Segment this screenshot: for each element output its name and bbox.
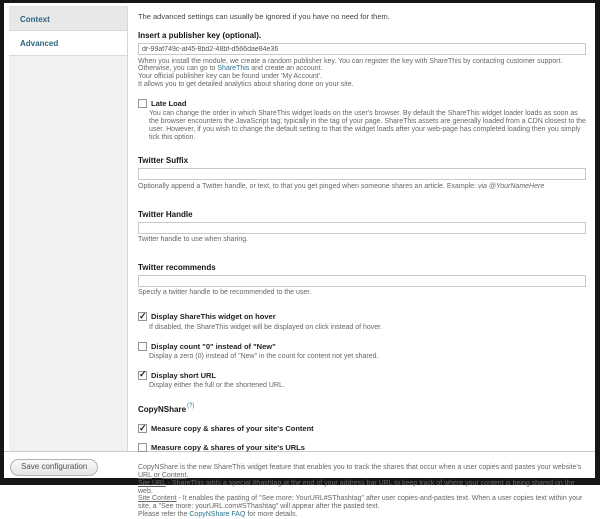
advanced-settings-pane: [128, 3, 595, 518]
refer-text: Please refer the: [138, 510, 190, 518]
publisher-desc-line2: Your official publisher key can be found under 'My Account'.: [138, 73, 323, 81]
content-link[interactable]: Content: [161, 471, 187, 479]
measure-content-row: [138, 424, 586, 433]
display-short-url-row: [138, 371, 586, 380]
tab-advanced[interactable]: Advanced: [9, 31, 127, 56]
copynshare-desc-text: CopyNShare is the new ShareThis widget feature that enables you to track the shares that occur when a user copies and pastes your website's: [138, 464, 582, 472]
display-short-url-description: Display either the full or the shortened URL.: [149, 382, 285, 390]
display-hover-description: If disabled, the ShareThis widget will be displayed on click instead of hover.: [149, 323, 383, 331]
display-count-row: [138, 342, 586, 351]
late-load-description: You can change the order in which ShareThis widget loads on the user's browser. By default the ShareThis widget loader loads as soon as the browser encounters the JavaScript tag; typically in the tag of your page. ShareThis assets are generally loaded from a CDN closest to the user. However, if you wish to change the default setting to that the widget loads after your web-page has completed loading then you simply tick this option.: [149, 110, 586, 141]
sharethis-link[interactable]: ShareThis: [217, 65, 250, 73]
late-load-checkbox[interactable]: [138, 99, 147, 108]
publisher-desc-text2: and create an account.: [249, 65, 323, 73]
tab-context[interactable]: Context: [9, 6, 127, 31]
site-content-text: - It enables the pasting of "See more: YourURL#SThashtag" after user copies-and-pastes text. When a user copies text within your site, a "See more: yourURL.com#SThashtag" will appear after the pasted text.: [138, 495, 583, 511]
twitter-recommends-label: Twitter recommends: [138, 262, 216, 272]
display-hover-row: [138, 312, 586, 321]
twitter-recommends-input[interactable]: [138, 275, 586, 287]
site-url-link[interactable]: Site URL: [138, 479, 166, 487]
publisher-key-description: [138, 58, 586, 89]
twitter-suffix-example: via @YourNameHere: [477, 182, 545, 190]
display-hover-label[interactable]: Display ShareThis widget on hover: [151, 312, 276, 322]
refer-text-end: for more details.: [245, 510, 298, 518]
publisher-desc-text: When you install the module, we create a random publisher key. You can register the key with ShareThis by contacting customer support. Otherwise, you can go to: [138, 57, 563, 73]
display-count-description: Display a zero (0) instead of "New" in the count for content not yet shared.: [149, 353, 379, 361]
copynshare-faq-link[interactable]: CopyNShare FAQ: [189, 510, 246, 518]
twitter-suffix-desc-text: Optionally append a Twitter handle, or text, to that you get pinged when someone shares an article. Example:: [138, 182, 478, 190]
measure-content-label[interactable]: Measure copy & shares of your site's Content: [151, 424, 314, 434]
vertical-tabs-sidebar: [9, 6, 128, 451]
display-short-url-label[interactable]: Display short URL: [151, 370, 217, 380]
display-short-url-checkbox[interactable]: [138, 371, 147, 380]
twitter-suffix-description: [138, 183, 586, 191]
copynshare-desc-period: .: [186, 471, 189, 479]
twitter-suffix-label: Twitter Suffix: [138, 156, 189, 166]
publisher-desc-line3: It allows you to get detailed analytics about sharing done on your site.: [138, 80, 354, 88]
copynshare-heading-row: [138, 405, 586, 414]
twitter-handle-label: Twitter Handle: [138, 209, 193, 219]
late-load-row: [138, 99, 586, 108]
display-count-label[interactable]: Display count "0" instead of "New": [151, 341, 276, 351]
measure-urls-label[interactable]: Measure copy & shares of your site's URLs: [151, 443, 305, 453]
late-load-label[interactable]: Late Load: [151, 98, 187, 108]
measure-content-checkbox[interactable]: [138, 424, 147, 433]
publisher-key-input[interactable]: [138, 43, 586, 55]
url-link[interactable]: URL: [138, 471, 152, 479]
twitter-handle-input[interactable]: [138, 222, 586, 234]
copynshare-desc-or: or: [151, 471, 162, 479]
publisher-key-label: Insert a publisher key (optional).: [138, 31, 262, 40]
site-url-text: - ShareThis adds a special #hashtag at the end of your address bar URL to keep track of where your content is being shared on the web.: [138, 479, 575, 495]
twitter-suffix-input[interactable]: [138, 168, 586, 180]
save-configuration-button[interactable]: Save configuration: [10, 459, 98, 476]
measure-urls-checkbox[interactable]: [138, 443, 147, 452]
display-hover-checkbox[interactable]: [138, 312, 147, 321]
twitter-handle-description: Twitter handle to use when sharing.: [138, 236, 249, 244]
copynshare-heading: CopyNShare: [138, 405, 187, 415]
copynshare-description: [138, 464, 586, 519]
intro-text: The advanced settings can usually be ignored if you have no need for them.: [138, 12, 390, 21]
copynshare-help-icon[interactable]: (?): [187, 403, 195, 410]
measure-urls-row: [138, 443, 586, 452]
site-content-link[interactable]: Site Content: [138, 495, 177, 503]
twitter-recommends-description: Specify a twitter handle to be recommended to the user.: [138, 289, 312, 297]
display-count-checkbox[interactable]: [138, 342, 147, 351]
